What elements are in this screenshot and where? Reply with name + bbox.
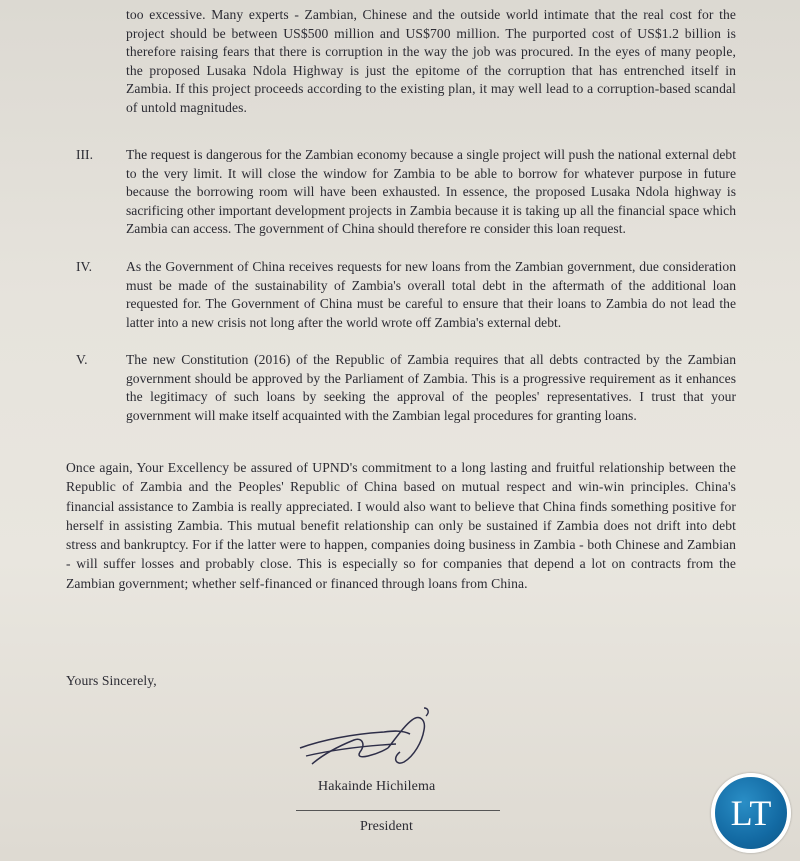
signature-line	[296, 810, 500, 811]
list-numeral: IV.	[76, 259, 92, 274]
list-item-text: The new Constitution (2016) of the Republic of Zambia requires that all debts contracted by the Zambian government should be approved by the Parliament of Zambia. This is a progressive requirement as it enhances the legitimacy of such loans by seeking the approval of the peoples' representatives. I trust that your government will make itself acquainted with the Zambian legal procedures for granting loans.	[126, 352, 736, 423]
continuation-paragraph: too excessive. Many experts - Zambian, Chinese and the outside world intimate that the real cost for the project should be between US$500 million and US$700 million. The purported cost of US$1.2 billion is therefore raising fears that there is corruption in the way the job was procured. In the eyes of many people, the proposed Lusaka Ndola Highway is just the epitome of the corruption that has entrenched itself in Zambia. If this project proceeds according to the existing plan, it may well lead to a corruption-based scandal of untold magnitudes.	[126, 7, 736, 115]
svg-text:LT: LT	[730, 793, 772, 833]
list-item-text: As the Government of China receives requests for new loans from the Zambian government, due consideration must be made of the sustainability of Zambia's overall total debt in the aftermath of the additional loan requested for. The Government of China must be careful to ensure that their loans to Zambia do not lead the latter into a new crisis not long after the world wrote off Zambia's external debt.	[126, 259, 736, 330]
list-numeral: III.	[76, 147, 93, 162]
closing-paragraph: Once again, Your Excellency be assured of UPND's commitment to a long lasting and fruitful relationship between the Republic of Zambia and the Peoples' Republic of China based on mutual respect and win-win principles. China's financial assistance to Zambia is really appreciated. I would also want to believe that China finds something positive for herself in assisting Zambia. This mutual benefit relationship can only be sustained if Zambia does not drift into debt stress and bankruptcy. For if the latter were to happen, companies doing business in Zambia - both Chinese and Zambian - will suffer losses and probably close. This is especially so for companies that depend a lot on contracts from the Zambian government; whether self-financed or financed through loans from China.	[66, 460, 736, 591]
lt-logo-mark	[715, 777, 787, 849]
list-item-text: The request is dangerous for the Zambian economy because a single project will push the national external debt to the very limit. It will close the window for Zambia to be able to borrow for whatever purpose in future because the borrowing room will have been exhausted. In essence, the proposed Lusaka Ndola highway is sacrificing other important development projects in Zambia because it is taking up all the financial space which Zambia can access. The government of China should therefore re consider this loan request.	[126, 147, 736, 237]
list-numeral: V.	[76, 352, 88, 367]
signatory-name: Hakainde Hichilema	[318, 779, 436, 794]
signatory-title: President	[360, 819, 414, 834]
signature-image	[292, 704, 442, 784]
sign-off: Yours Sincerely,	[66, 673, 157, 688]
lt-watermark-logo	[711, 773, 791, 853]
